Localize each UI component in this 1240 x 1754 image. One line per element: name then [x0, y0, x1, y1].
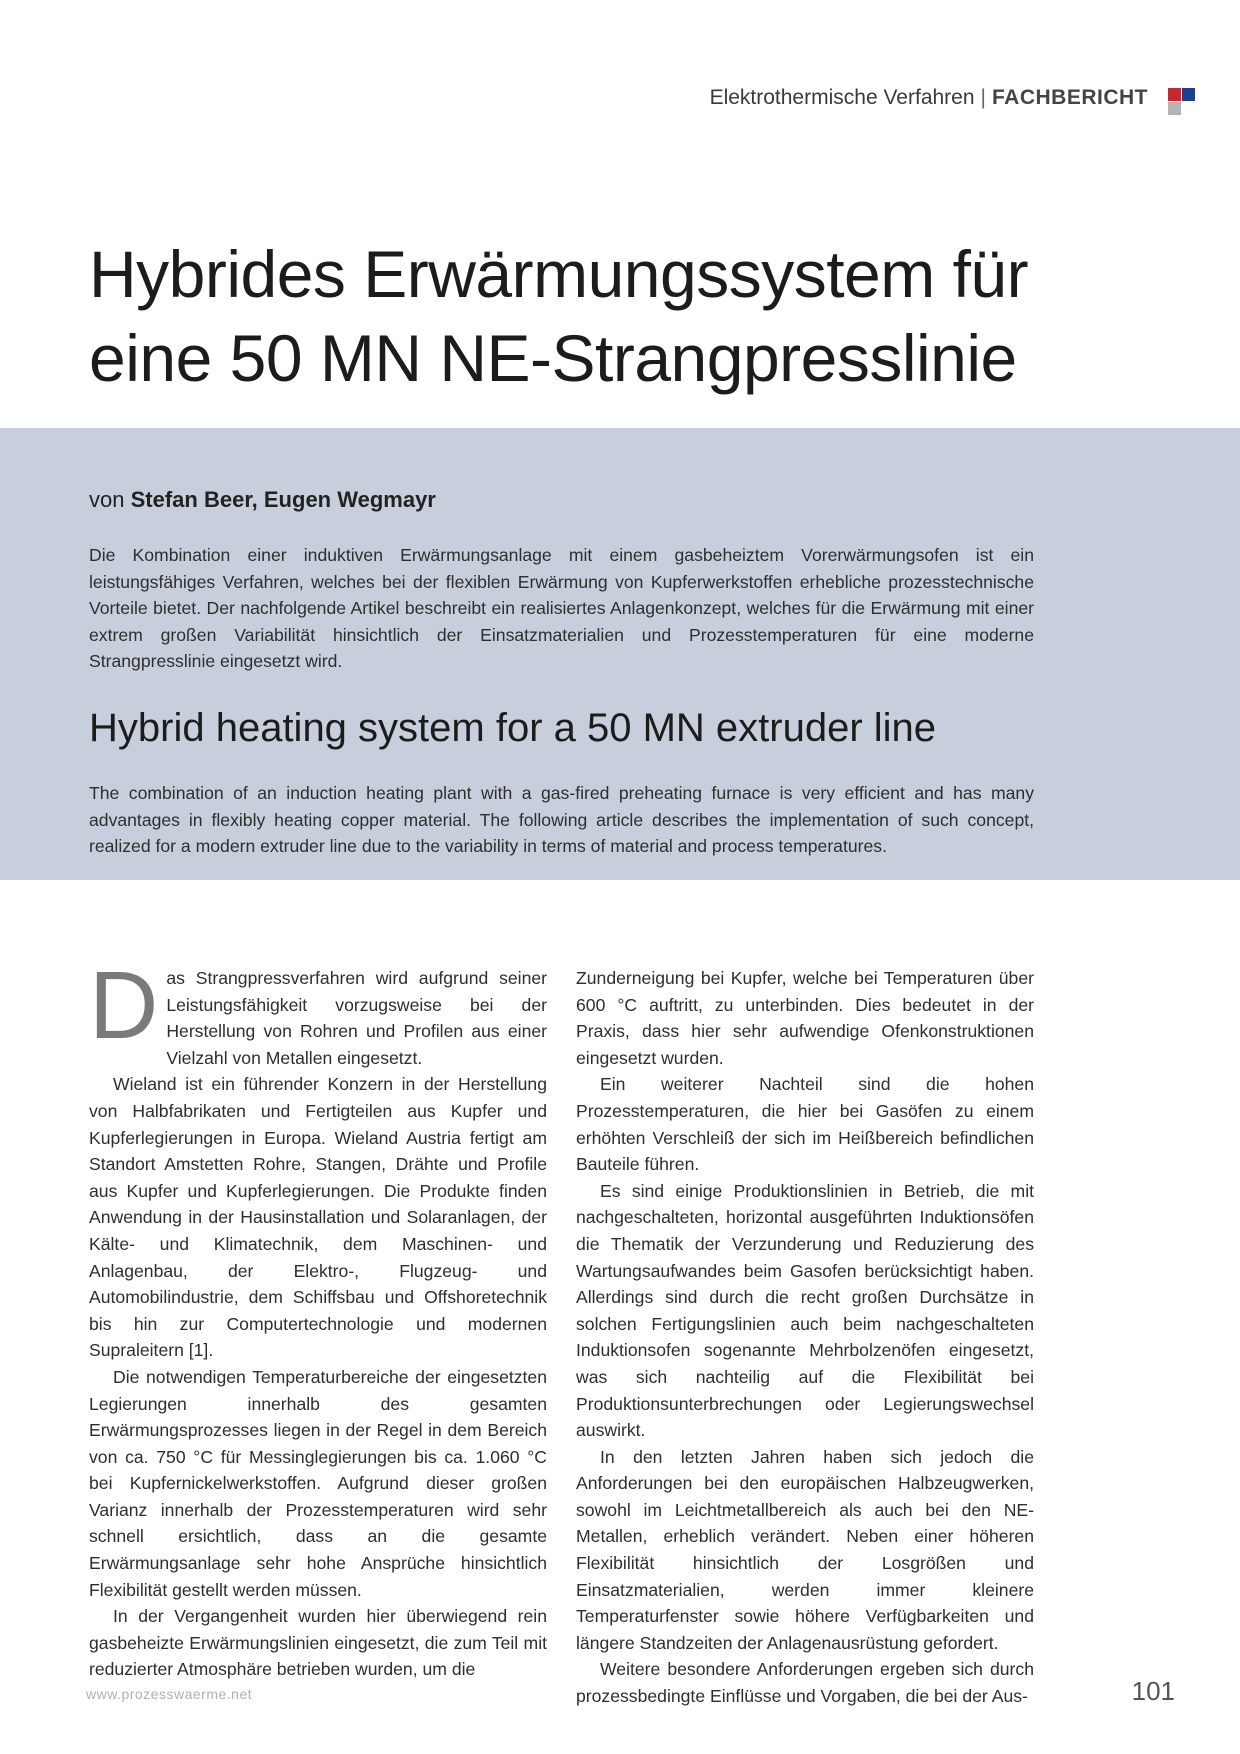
body-paragraph: In der Vergangenheit wurden hier überwiegend rein gasbeheizte Erwärmungslinien eingesetzt, die zum Teil mit reduzierter Atmosphäre betrieben wurden, um die	[89, 1606, 547, 1680]
running-header	[710, 86, 1148, 110]
abstract-english: The combination of an induction heating plant with a gas-fired preheating furnace is very efficient and has many advantages in flexibly heating copper material. The following article describes the implementation of such concept, realized for a modern extruder line due to the variability in terms of material and process temperatures.	[89, 783, 1034, 857]
header-separator: |	[980, 86, 986, 109]
drop-cap: D	[89, 952, 159, 1059]
website-url[interactable]: www.prozesswaerme.net	[86, 1686, 253, 1702]
english-title: Hybrid heating system for a 50 MN extruder line	[89, 706, 937, 750]
body-paragraph: Ein weiterer Nachteil sind die hohen Prozesstemperaturen, die hier bei Gasöfen zu einem erhöhten Verschleiß der sich im Heißbereich befindlichen Bauteile führen.	[576, 1074, 1034, 1175]
body-paragraph: Zunderneigung bei Kupfer, welche bei Temperaturen über 600 °C auftritt, zu unterbinden. Dies bedeutet in der Praxis, dass hier sehr aufwendige Ofenkonstruktionen eingesetzt wurden.	[576, 968, 1034, 1068]
title-line-1: Hybrides Erwärmungssystem für	[89, 237, 1029, 311]
article-type-tag: FACHBERICHT	[992, 86, 1148, 109]
body-column-left	[89, 952, 547, 1683]
body-paragraph: Die notwendigen Temperaturbereiche der eingesetzten Legierungen innerhalb des gesamten Erwärmungsprozesses liegen in der Regel in dem Bereich von ca. 750 °C für Messinglegierungen bis ca. 1.060 °C bei Kupfernickelwerkstoffen. Aufgrund dieser großen Varianz innerhalb der Prozesstemperaturen wird sehr schnell ersichtlich, dass an die gesamte Erwärmungsanlage sehr hohe Ansprüche hinsichtlich Flexibilität gestellt werden müssen.	[89, 1366, 547, 1600]
author-byline	[89, 487, 436, 513]
body-paragraph: Das Strangpressverfahren wird aufgrund seiner Leistungsfähigkeit vorzugsweise bei der Herstellung von Rohren und Profilen aus einer Vielzahl von Metallen eingesetzt.	[89, 952, 547, 1068]
article-title	[89, 232, 1169, 400]
author-prefix: von	[89, 487, 125, 512]
section-name: Elektrothermische Verfahren	[709, 86, 975, 109]
body-paragraph: Wieland ist ein führender Konzern in der Herstellung von Halbfabrikaten und Fertigteilen aus Kupfer und Kupferlegierungen in Europa. Wieland Austria fertigt am Standort Amstetten Rohre, Stangen, Drähte und Profile aus Kupfer und Kupferlegierungen. Die Produkte finden Anwendung in der Hausinstallation und Solaranlagen, der Kälte- und Klimatechnik, dem Maschinen- und Anlagenbau, der Elektro-, Flugzeug- und Automobilindustrie, dem Schiffsbau und Offshoretechnik bis hin zur Computertechnologie und modernen Supraleitern [1].	[89, 1074, 547, 1361]
body-column-right	[576, 965, 1034, 1710]
magazine-logo-icon	[1168, 88, 1198, 118]
abstract-german: Die Kombination einer induktiven Erwärmungsanlage mit einem gasbeheiztem Vorerwärmungsofen ist ein leistungsfähiges Verfahren, welches bei der flexiblen Erwärmung von Kupferwerkstoffen erhebliche prozesstechnische Vorteile bietet. Der nachfolgende Artikel beschreibt ein realisiertes Anlagenkonzept, welches für die Erwärmung mit einer extrem großen Variabilität hinsichtlich der Einsatzmaterialien und Prozesstemperaturen für eine moderne Strangpresslinie eingesetzt wird.	[89, 545, 1034, 672]
body-paragraph: Weitere besondere Anforderungen ergeben sich durch prozessbedingte Einflüsse und Vorgaben, die bei der Aus-	[576, 1659, 1034, 1707]
author-names: Stefan Beer, Eugen Wegmayr	[130, 487, 436, 512]
body-paragraph: Es sind einige Produktionslinien in Betrieb, die mit nachgeschalteten, horizontal ausgeführten Induktionsöfen die Thematik der Verzunderung und Reduzierung des Wartungsaufwandes beim Gasofen berücksichtigt haben. Allerdings sind durch die recht großen Durchsätze in solchen Fertigungslinien auch beim nachgeschalteten Induktionsofen sogenannte Mehrbolzenöfen eingesetzt, was sich nachteilig auf die Flexibilität bei Produktionsunterbrechungen oder Legierungswechsel auswirkt.	[576, 1180, 1034, 1441]
page-number: 101	[1131, 1676, 1175, 1706]
body-paragraph: In den letzten Jahren haben sich jedoch die Anforderungen bei den europäischen Halbzeugwerken, sowohl im Leichtmetallbereich als auch bei den NE-Metallen, erheblich verändert. Neben einer höheren Flexibilität hinsichtlich der Losgrößen und Einsatzmaterialien, werden immer kleinere Temperaturfenster sowie höhere Verfügbarkeiten und längere Standzeiten der Anlagenausrüstung gefordert.	[576, 1446, 1034, 1653]
title-line-2: eine 50 MN NE-Strangpresslinie	[89, 321, 1017, 395]
